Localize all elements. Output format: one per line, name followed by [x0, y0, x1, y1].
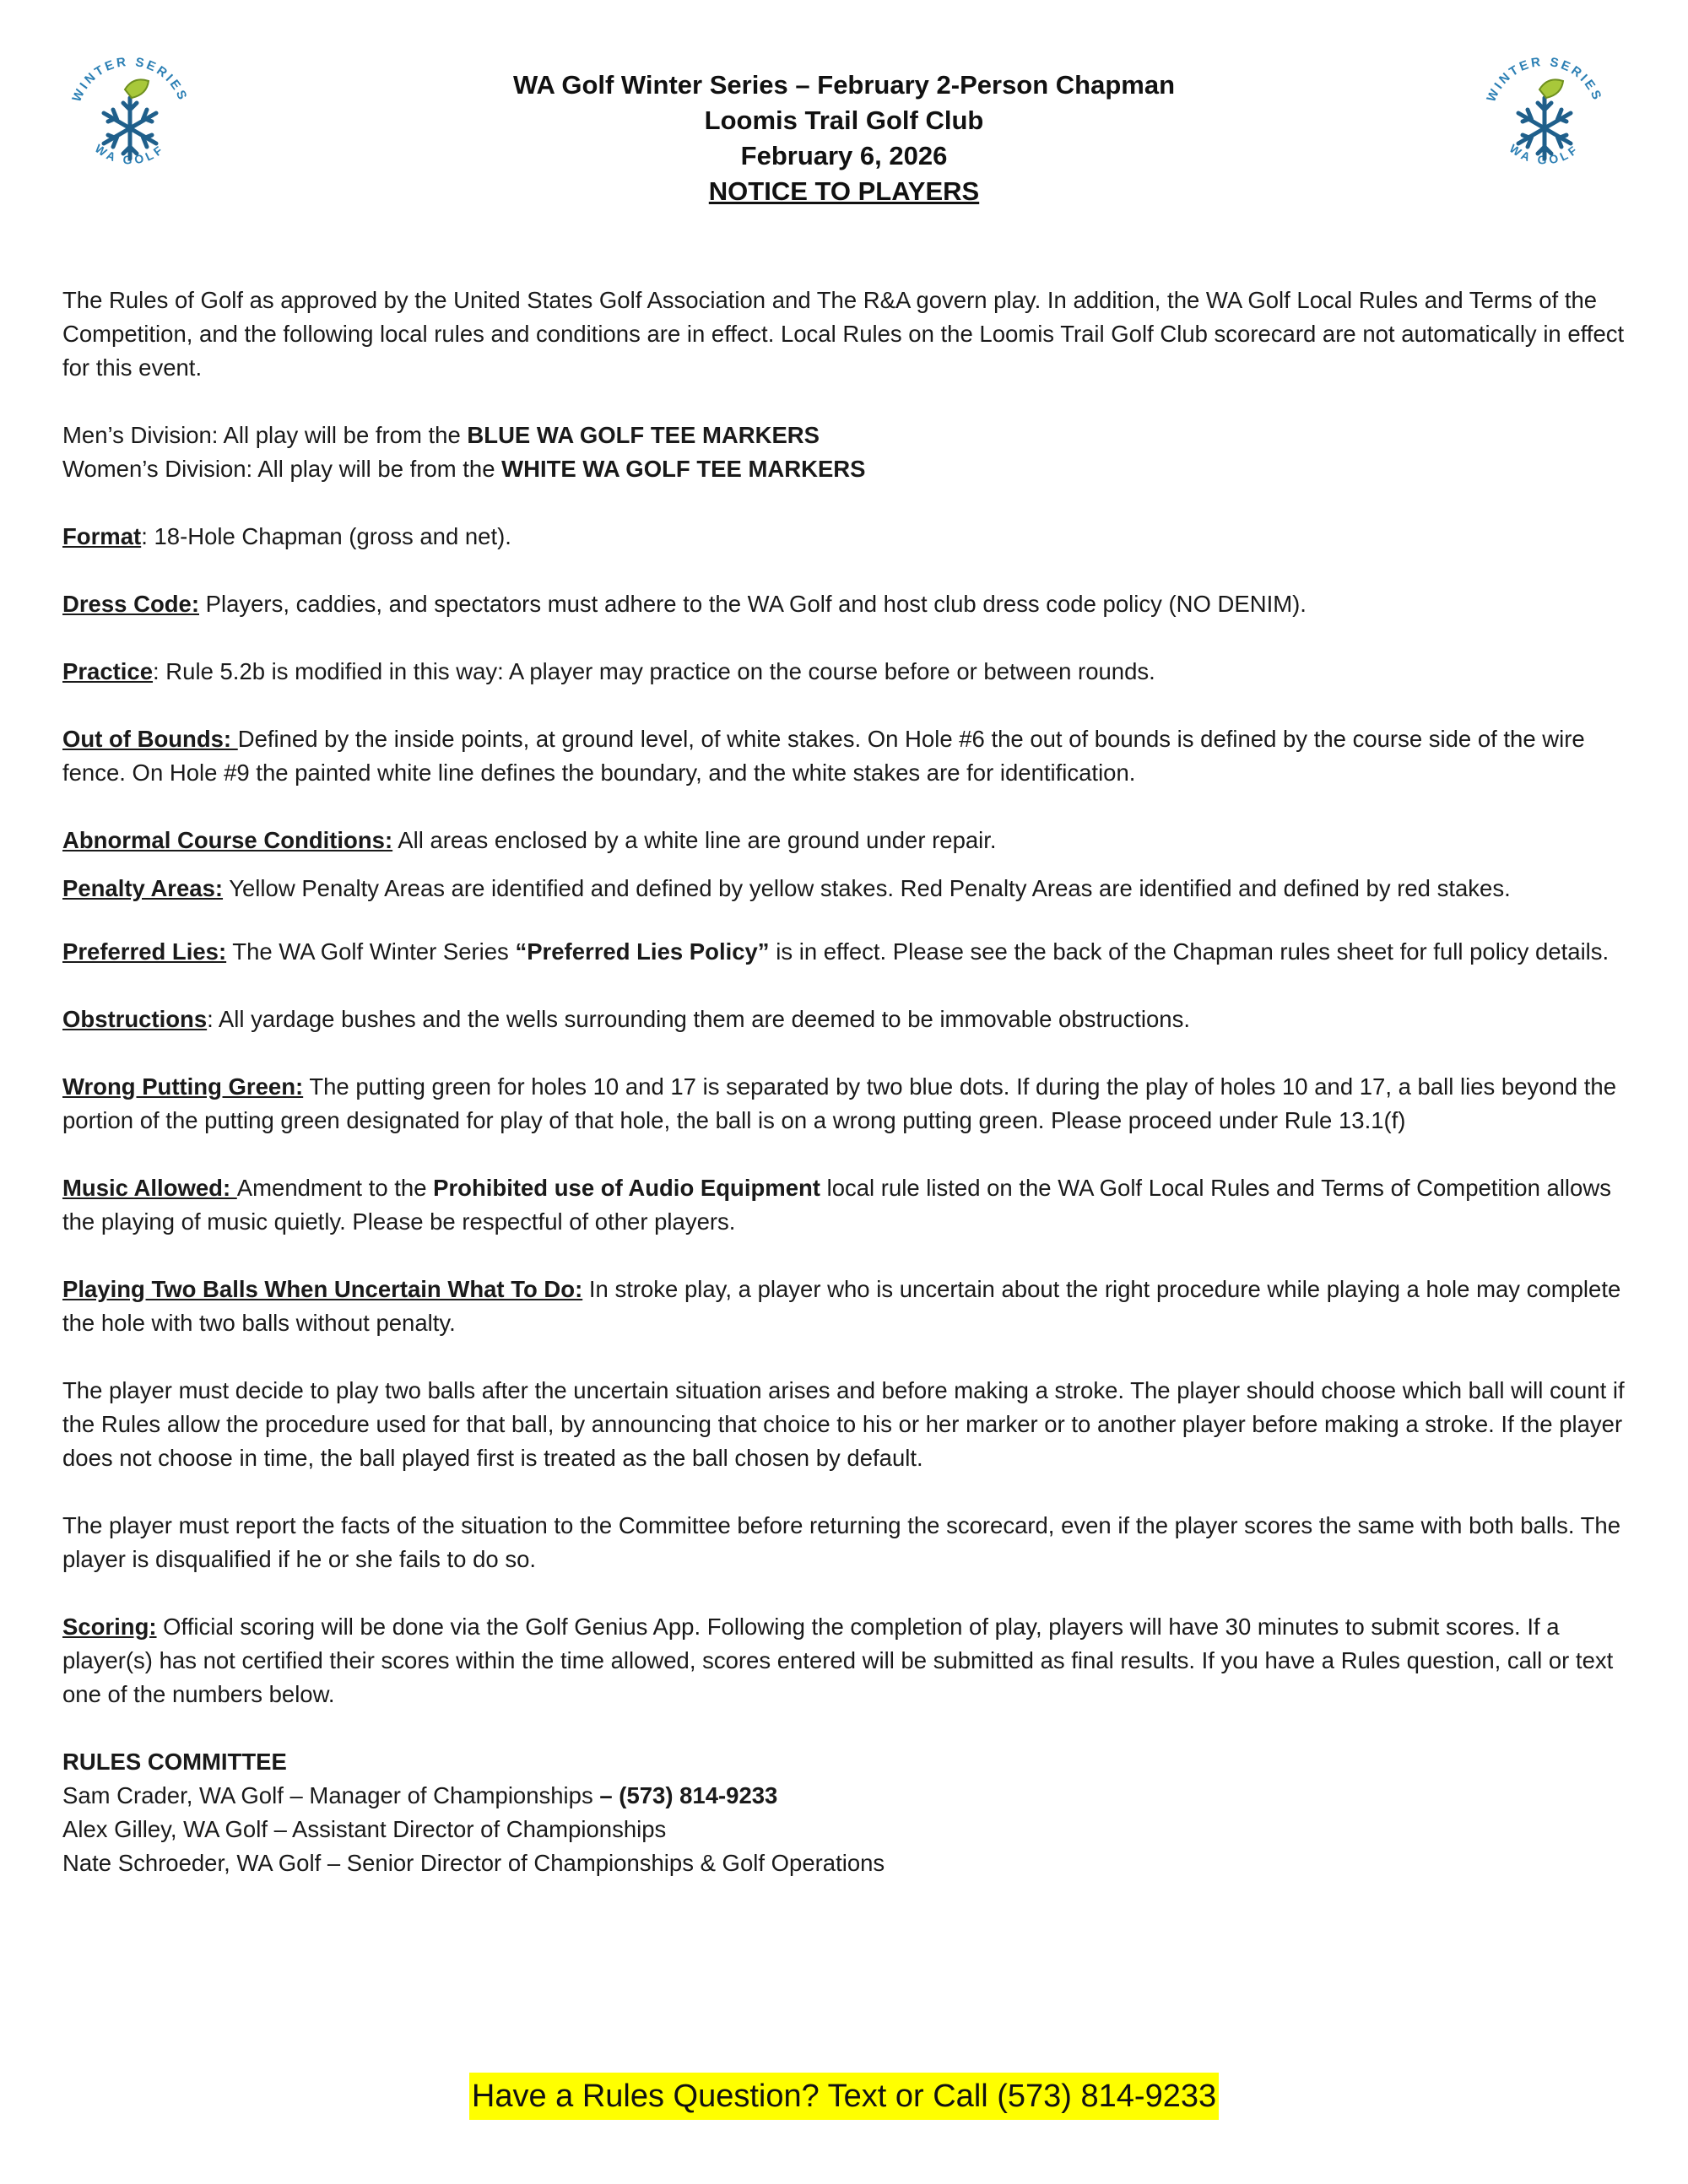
notice-body: [62, 284, 1632, 1880]
logo-top-text: WINTER SERIES: [1484, 54, 1605, 105]
preferred-lies-label: Preferred Lies:: [62, 938, 227, 965]
logo-bottom-text: WA GOLF: [1507, 141, 1582, 167]
two-balls-paragraph-3: The player must report the facts of the situation to the Committee before returning the scorecard, even if the player scores the same with both balls. The player is disqualified if he or she fails to do so.: [62, 1512, 1620, 1572]
rules-question-banner: Have a Rules Question? Text or Call (573) 814-9233: [469, 2073, 1219, 2120]
penalty-areas-label: Penalty Areas:: [62, 875, 224, 901]
venue-name: Loomis Trail Golf Club: [704, 105, 984, 135]
music-rule: Music Allowed: Amendment to the Prohibited use of Audio Equipment local rule listed on the WA Golf Local Rules and Terms of Competition allows the playing of music quietly. Please be respectful of other players.: [62, 1175, 1611, 1235]
event-title: WA Golf Winter Series – February 2-Person Chapman: [512, 70, 1176, 100]
dress-code-rule: Dress Code: Players, caddies, and spectators must adhere to the WA Golf and host club dress code policy (NO DENIM).: [62, 591, 1307, 617]
format-rule: Format: 18-Hole Chapman (gross and net).: [62, 523, 511, 549]
committee-heading: RULES COMMITTEE: [62, 1749, 287, 1775]
mens-division: Men’s Division: All play will be from the BLUE WA GOLF TEE MARKERS: [62, 422, 820, 448]
mens-tee: BLUE WA GOLF TEE MARKERS: [467, 422, 820, 448]
two-balls-paragraph-2: The player must decide to play two balls after the uncertain situation arises and before making a stroke. The player should choose which ball will count if the Rules allow the procedure used for that ball, by announcing that choice to his or her marker or to another player before making a stroke. If the player does not choose in time, the ball played first is treated as the ball chosen by default.: [62, 1377, 1625, 1471]
scoring-rule: Scoring: Official scoring will be done via the Golf Genius App. Following the completion of play, players will have 30 minutes to submit scores. If a player(s) has not certified their scores within the time allowed, scores entered will be submitted as final results. If you have a Rules question, call or text one of the numbers below.: [62, 1614, 1614, 1707]
logo-top-text: WINTER SERIES: [69, 54, 191, 105]
obstructions-rule: Obstructions: All yardage bushes and the wells surrounding them are deemed to be immovable obstructions.: [62, 1006, 1190, 1032]
music-label: Music Allowed:: [62, 1175, 237, 1201]
format-label: Format: [62, 523, 142, 549]
out-of-bounds-label: Out of Bounds:: [62, 726, 238, 752]
practice-label: Practice: [62, 658, 154, 684]
notice-heading: NOTICE TO PLAYERS: [708, 176, 980, 206]
event-date: February 6, 2026: [740, 141, 948, 170]
two-balls-label: Playing Two Balls When Uncertain What To Do:: [62, 1276, 583, 1302]
rules-banner: [0, 2073, 1688, 2120]
dress-code-label: Dress Code:: [62, 591, 199, 617]
obstructions-label: Obstructions: [62, 1006, 208, 1032]
two-balls-rule: Playing Two Balls When Uncertain What To Do: In stroke play, a player who is uncertain about the right procedure while playing a hole may complete the hole with two balls without penalty.: [62, 1276, 1621, 1336]
committee-phone: – (573) 814-9233: [599, 1782, 778, 1808]
wrong-green-rule: Wrong Putting Green: The putting green for holes 10 and 17 is separated by two blue dots. If during the play of holes 10 and 17, a ball lies beyond the portion of the putting green designated for play of that hole, the ball is on a wrong putting green. Please proceed under Rule 13.1(f): [62, 1073, 1617, 1133]
intro-paragraph: The Rules of Golf as approved by the United States Golf Association and The R&A govern play. In addition, the WA Golf Local Rules and Terms of the Competition, and the following local rules and conditions are in effect. Local Rules on the Loomis Trail Golf Club scorecard are not automatically in effect for this event.: [62, 287, 1625, 381]
womens-tee: WHITE WA GOLF TEE MARKERS: [501, 456, 866, 482]
wrong-green-label: Wrong Putting Green:: [62, 1073, 304, 1100]
practice-rule: Practice: Rule 5.2b is modified in this way: A player may practice on the course before or between rounds.: [62, 658, 1155, 684]
audio-rule-name: Prohibited use of Audio Equipment: [433, 1175, 820, 1201]
committee-member-1: Sam Crader, WA Golf – Manager of Championships – (573) 814-9233: [62, 1782, 778, 1808]
logo-bottom-text: WA GOLF: [92, 141, 168, 167]
committee-member-3: Nate Schroeder, WA Golf – Senior Director of Championships & Golf Operations: [62, 1850, 885, 1876]
abnormal-label: Abnormal Course Conditions:: [62, 827, 393, 853]
abnormal-conditions-rule: Abnormal Course Conditions: All areas enclosed by a white line are ground under repair.: [62, 827, 997, 853]
document-header: [0, 68, 1688, 209]
penalty-areas-rule: Penalty Areas: Yellow Penalty Areas are identified and defined by yellow stakes. Red Penalty Areas are identified and defined by red stakes.: [62, 875, 1511, 901]
out-of-bounds-rule: Out of Bounds: Defined by the inside points, at ground level, of white stakes. On Hole #6 the out of bounds is defined by the course side of the wire fence. On Hole #9 the painted white line defines the boundary, and the white stakes are for identification.: [62, 726, 1585, 786]
scoring-label: Scoring:: [62, 1614, 157, 1640]
womens-division: Women’s Division: All play will be from the WHITE WA GOLF TEE MARKERS: [62, 456, 866, 482]
preferred-lies-rule: Preferred Lies: The WA Golf Winter Series “Preferred Lies Policy” is in effect. Please see the back of the Chapman rules sheet for full policy details.: [62, 938, 1610, 965]
preferred-lies-policy: “Preferred Lies Policy”: [515, 938, 770, 965]
committee-member-2: Alex Gilley, WA Golf – Assistant Director of Championships: [62, 1816, 667, 1842]
